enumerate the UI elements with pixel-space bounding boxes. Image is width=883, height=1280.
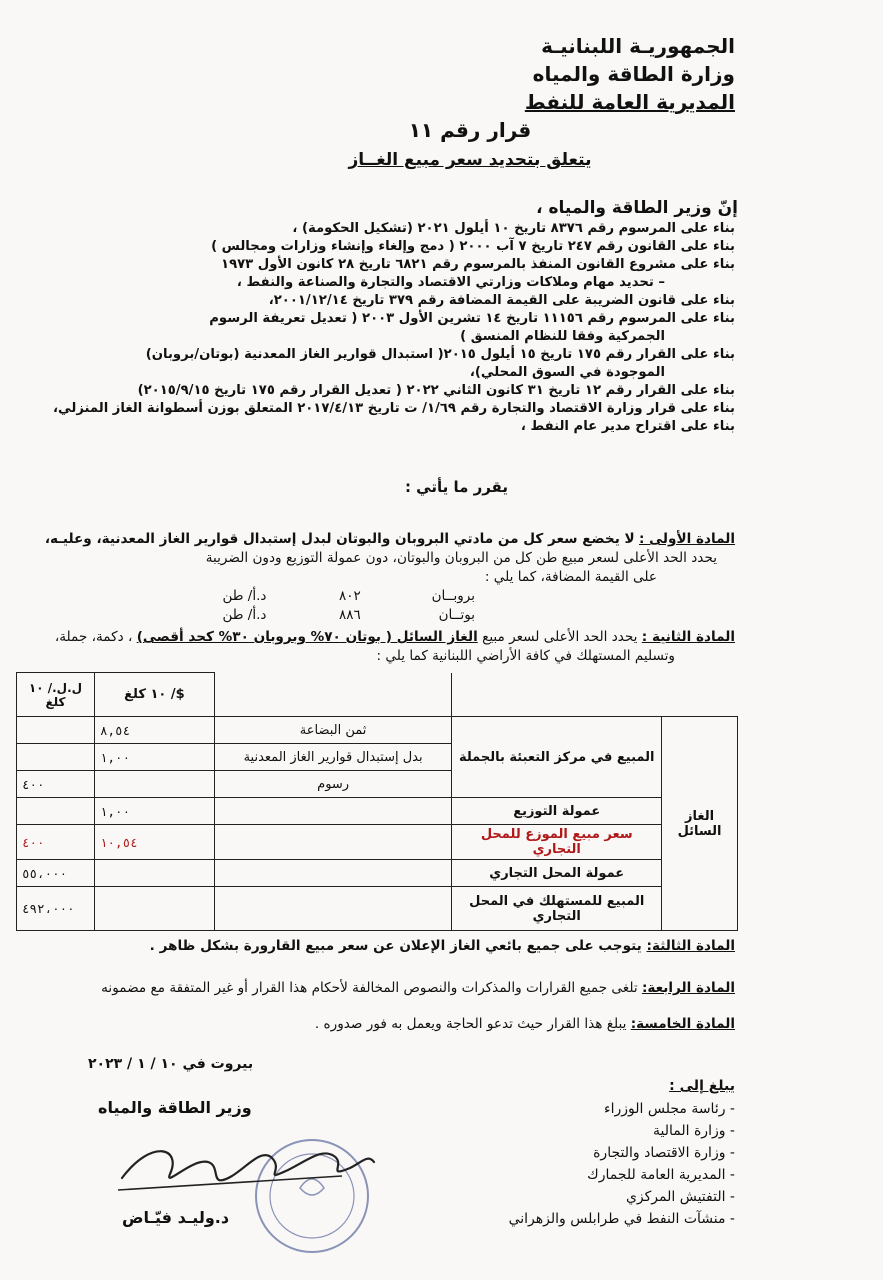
- row-desc: رسوم: [214, 771, 452, 798]
- table-row: [17, 887, 738, 931]
- price-row-propane: [40, 587, 735, 606]
- col-usd-header: $/ ١٠ كلغ: [95, 673, 215, 717]
- article-1: [40, 530, 735, 625]
- article-5-label: المادة الخامسة:: [630, 1016, 735, 1032]
- article-4-text: تلغى جميع القرارات والمذكرات والنصوص المخالفة لأحكام هذا القرار أو غير المتفقة مع مضمونه: [101, 980, 638, 996]
- article-3: [40, 938, 735, 954]
- product-price: ٨٨٦: [338, 607, 361, 623]
- distribution-title: يبلغ إلى :: [669, 1078, 735, 1094]
- col-lbp-header: ل.ل./ ١٠ كلغ: [17, 673, 95, 717]
- consumer-price-label: المبيع للمستهلك في المحل التجاري: [452, 887, 662, 931]
- decision-title: قرار رقم ١١: [408, 118, 532, 142]
- letterhead: [525, 32, 735, 116]
- article-1-line3: على القيمة المضافة، كما يلي :: [484, 569, 657, 585]
- article-2-text-c: ، دكمة، جملة،: [54, 629, 133, 645]
- product-unit: د.أ/ طن: [222, 588, 267, 604]
- basis-line: بناء على المرسوم رقم ٨٣٧٦ تاريخ ١٠ أيلول ٢٠٢١ (تشكيل الحكومة) ،: [292, 221, 735, 236]
- row-lbp: [17, 717, 95, 744]
- list-item: - وزارة المالية: [509, 1120, 735, 1142]
- table-row: [17, 717, 738, 744]
- list-item: - منشآت النفط في طرابلس والزهراني: [509, 1208, 735, 1230]
- signature-stamp-graphic: [112, 1118, 392, 1258]
- product-name: بروبــان: [431, 588, 475, 604]
- distribution-label: عمولة التوزيع: [452, 798, 662, 825]
- directorate-name: المديرية العامة للنفط: [524, 90, 735, 114]
- list-item: - وزارة الاقتصاد والتجارة: [509, 1142, 735, 1164]
- row-lbp: ٤٠٠: [17, 771, 95, 798]
- basis-line: بناء على القرار رقم ١٢ تاريخ ٣١ كانون الثاني ٢٠٢٢ ( تعديل القرار رقم ١٧٥ تاريخ ٢٠١٥/٩/١٥): [137, 383, 735, 398]
- distributor-price-label: سعر مبيع الموزع للمحل التجاري: [452, 825, 662, 860]
- article-4: [40, 980, 735, 996]
- article-3-label: المادة الثالثة:: [646, 938, 735, 954]
- article-3-text: يتوجب على جميع بائعي الغاز الإعلان عن سعر مبيع القارورة بشكل ظاهر .: [149, 938, 642, 954]
- preamble: إنّ وزير الطاقة والمياه ،: [536, 198, 738, 218]
- product-unit: د.أ/ طن: [222, 607, 267, 623]
- article-4-label: المادة الرابعة:: [641, 980, 735, 996]
- article-1-line2: يحدد الحد الأعلى لسعر مبيع طن كل من البروبان والبوتان، دون عمولة التوزيع ودون الضريبة: [205, 550, 717, 566]
- article-2: [30, 628, 735, 666]
- minister-title: وزير الطاقة والمياه: [98, 1098, 252, 1117]
- distribution-usd: ١,٠٠: [95, 798, 215, 825]
- consumer-price-lbp: ٤٩٢،٠٠٠: [17, 887, 95, 931]
- row-usd: ١,٠٠: [95, 744, 215, 771]
- row-usd: [95, 771, 215, 798]
- row-desc: بدل إستبدال قوارير الغاز المعدنية: [214, 744, 452, 771]
- shop-commission-lbp: ٥٥،٠٠٠: [17, 860, 95, 887]
- table-header-row: [17, 673, 738, 717]
- distributor-price-lbp: ٤٠٠: [17, 825, 95, 860]
- article-2-text-a: يحدد الحد الأعلى لسعر مبيع: [482, 629, 638, 645]
- basis-line: بناء على قرار وزارة الاقتصاد والتجارة رقم ١/٦٩/ ت تاريخ ٢٠١٧/٤/١٣ المتعلق بوزن أسطوانة الغاز المنزلي،: [53, 401, 735, 416]
- article-2-line2: وتسليم المستهلك في كافة الأراضي اللبنانية كما يلي :: [376, 648, 675, 664]
- consumer-price-usd: [95, 887, 215, 931]
- republic-name: الجمهوريـة اللبنانيـة: [541, 34, 735, 58]
- basis-line: الجمركية وفقا للنظام المنسق ): [460, 329, 665, 344]
- basis-line: بناء على قانون الضريبة على القيمة المضافة رقم ٣٧٩ تاريخ ٢٠٠١/١٢/١٤،: [268, 293, 735, 308]
- basis-line: بناء على القانون رقم ٢٤٧ تاريخ ٧ آب ٢٠٠٠ ( دمج وإلغاء وإنشاء وزارات ومجالس ): [211, 239, 735, 254]
- decides-heading: يقرر ما يأتي :: [404, 478, 508, 496]
- article-1-text: لا يخضع سعر كل من مادتي البروبان والبوتان لبدل إستبدال قوارير الغاز المعدنية، وعليـه،: [44, 531, 635, 547]
- distribution-list: [509, 1098, 735, 1230]
- shop-commission-usd: [95, 860, 215, 887]
- article-1-label: المادة الأولى :: [639, 531, 735, 547]
- legal-basis-list: [40, 220, 735, 436]
- row-lbp: [17, 744, 95, 771]
- pricing-table: [16, 672, 738, 931]
- article-2-label: المادة الثانية :: [641, 629, 735, 645]
- table-row: [17, 860, 738, 887]
- table-row: [17, 798, 738, 825]
- basis-line: بناء على مشروع القانون المنفذ بالمرسوم رقم ٦٨٢١ تاريخ ٢٨ كانون الأول ١٩٧٣: [221, 257, 735, 272]
- basis-line: بناء على المرسوم رقم ١١١٥٦ تاريخ ١٤ تشرين الأول ٢٠٠٣ ( تعديل تعريفة الرسوم: [209, 311, 735, 326]
- article-5-text: يبلغ هذا القرار حيث تدعو الحاجة ويعمل به فور صدوره .: [314, 1016, 627, 1032]
- basis-line: الموجودة في السوق المحلي)،: [469, 365, 665, 380]
- distribution-lbp: [17, 798, 95, 825]
- price-row-butane: [40, 606, 735, 625]
- shop-commission-label: عمولة المحل التجاري: [452, 860, 662, 887]
- article-2-text-b: الغاز السائل ( بوتان ٧٠% وبروبان ٣٠% كحد أقصى): [136, 629, 478, 645]
- row-desc: ثمن البضاعة: [214, 717, 452, 744]
- ministry-name: وزارة الطاقة والمياه: [532, 62, 735, 86]
- product-name: بوتــان: [438, 607, 475, 623]
- minister-name: د.وليـد فيّـاض: [122, 1208, 230, 1227]
- wholesale-label: المبيع في مركز التعبئة بالجملة: [452, 717, 662, 798]
- table-row: [17, 825, 738, 860]
- list-item: - المديرية العامة للجمارك: [509, 1164, 735, 1186]
- group-label: الغاز السائل: [662, 717, 738, 931]
- row-usd: ٨,٥٤: [95, 717, 215, 744]
- list-item: - التفتيش المركزي: [509, 1186, 735, 1208]
- distributor-price-usd: ١٠,٥٤: [95, 825, 215, 860]
- basis-line: بناء على القرار رقم ١٧٥ تاريخ ١٥ أيلول ٢٠١٥( استبدال قوارير الغاز المعدنية (بوتان/بروبان): [145, 347, 735, 362]
- list-item: - رئاسة مجلس الوزراء: [509, 1098, 735, 1120]
- article-5: [40, 1016, 735, 1032]
- decision-subject: يتعلق بتحديد سعر مبيع الغــاز: [348, 150, 592, 170]
- product-price: ٨٠٢: [338, 588, 361, 604]
- basis-line: – تحديد مهام وملاكات وزارتي الاقتصاد والتجارة والصناعة والنفط ،: [236, 275, 665, 290]
- place-and-date: بيروت في ١٠ / ١ / ٢٠٢٣: [88, 1056, 254, 1072]
- basis-line: بناء على اقتراح مدير عام النفط ،: [520, 419, 735, 434]
